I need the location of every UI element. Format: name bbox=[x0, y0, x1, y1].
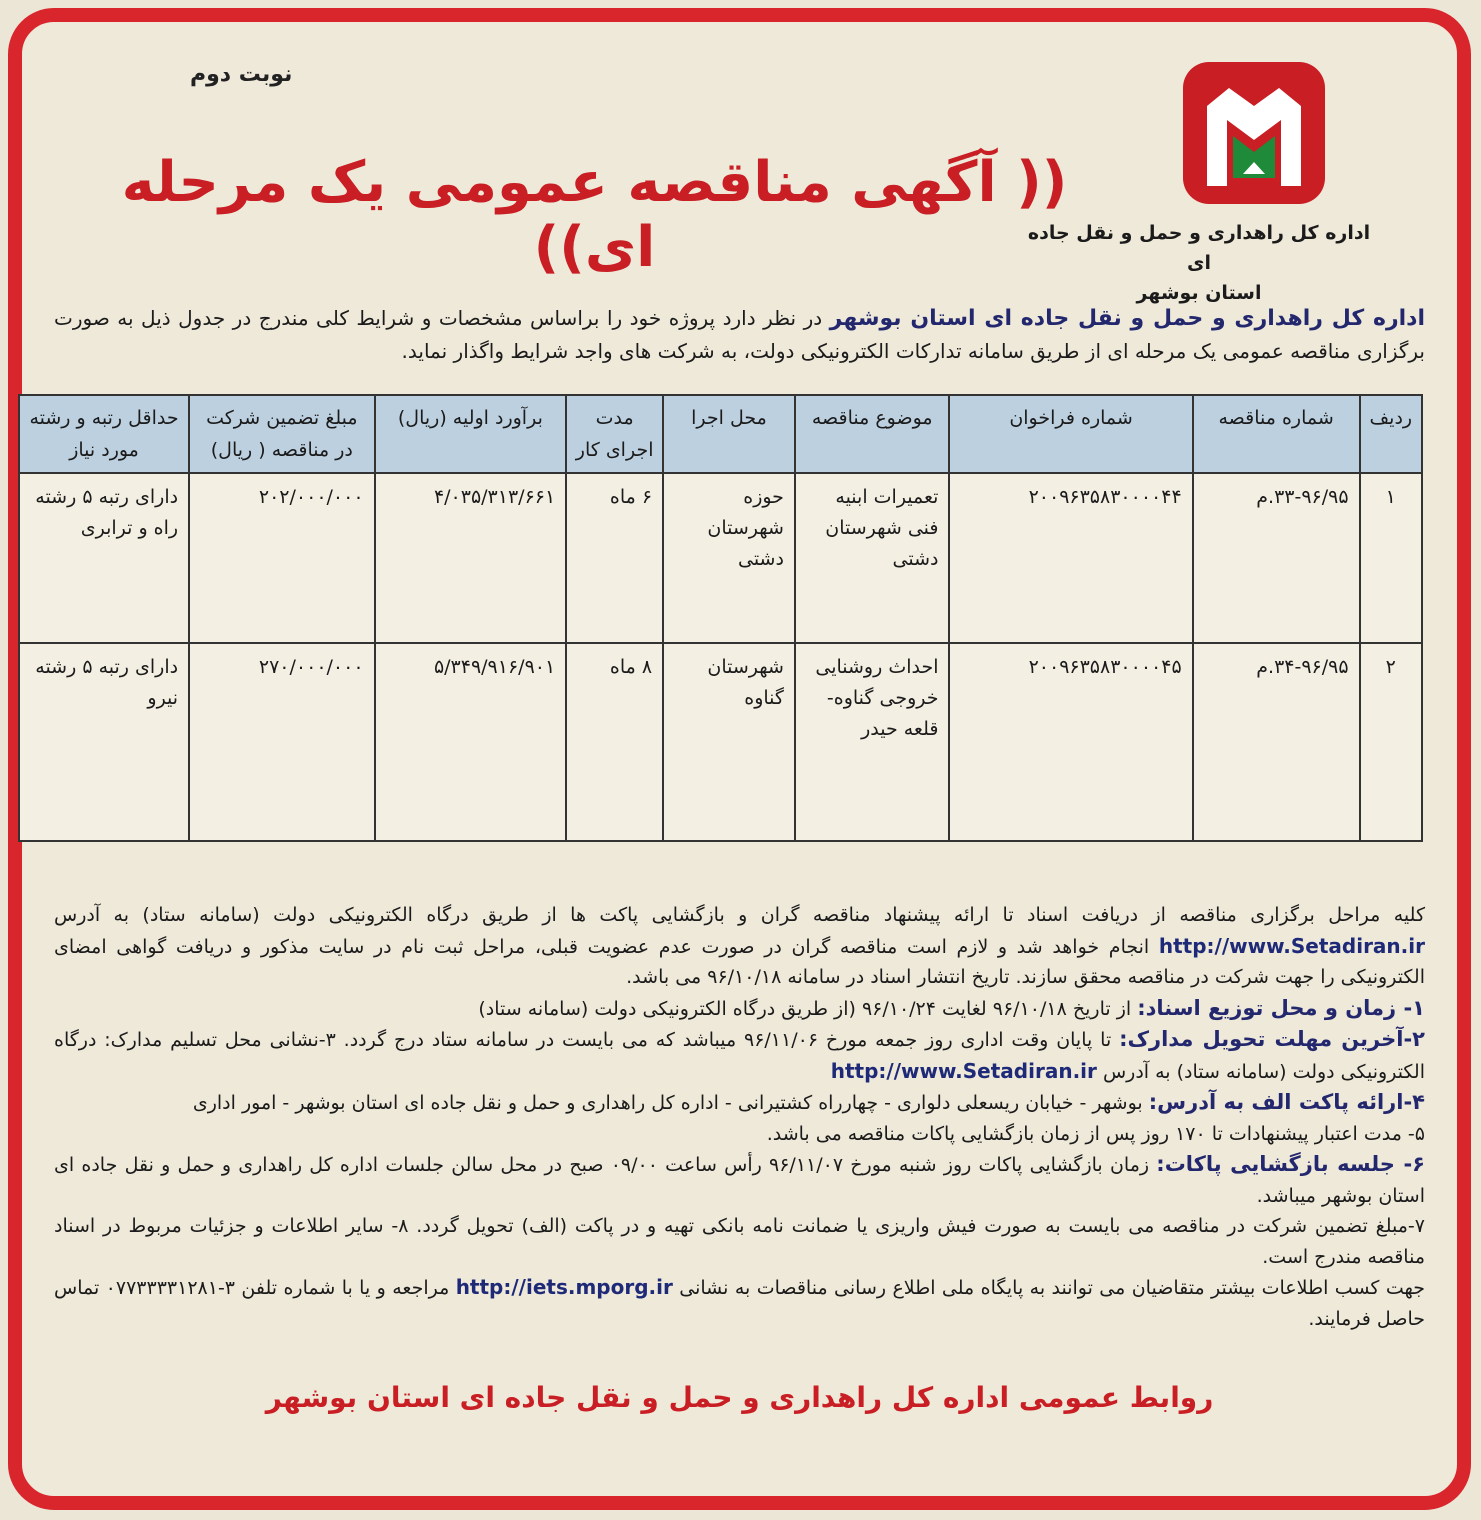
rmto-logo-icon bbox=[1179, 58, 1329, 208]
setad-link-2[interactable]: http://www.Setadiran.ir bbox=[830, 1058, 1097, 1083]
ad-content bbox=[29, 40, 1439, 1478]
cell-location: شهرستان گناوه bbox=[663, 643, 795, 841]
body-item-7: ۷-مبلغ تضمین شرکت در مناقصه می بایست به صورت فیش واریزی یا ضمانت نامه بانکی تهیه و در پاکت (الف) تحویل گردد. ۸- سایر اطلاعات و جزئیات مربوط در اسناد مناقصه مندرج است. bbox=[54, 1215, 1426, 1268]
round-label: نوبت دوم bbox=[190, 62, 293, 87]
cell-grade: دارای رتبه ۵ رشته نیرو bbox=[19, 643, 189, 841]
cell-subject: احداث روشنایی خروجی گناوه-قلعه حیدر bbox=[795, 643, 950, 841]
header-row-no: ردیف bbox=[1360, 395, 1422, 473]
cell-call-no: ۲۰۰۹۶۳۵۸۳۰۰۰۰۴۴ bbox=[949, 473, 1192, 643]
header-location: محل اجرا bbox=[663, 395, 795, 473]
cell-tender-no: ۳۳-۹۶/۹۵.م bbox=[1193, 473, 1360, 643]
cell-row-no: ۱ bbox=[1360, 473, 1422, 643]
intro-text: در نظر دارد پروژه خود را براساس مشخصات و شرایط کلی مندرج در جدول ذیل به صورت برگزاری مناقصه عمومی یک مرحله ای از طریق سامانه تدارکات الکترونیکی دولت، به شرکت های واجد شرایط واگذار نماید. bbox=[54, 306, 1425, 363]
body-text: انجام خواهد شد و لازم است مناقصه گران در صورت عدم عضویت قبلی، مراحل ثبت نام در سایت مذکور و دریافت گواهی امضای الکترونیکی را جهت شرکت در مناقصه محقق سازند. تاریخ انتشار اسناد در سامانه ۹۶/۱۰/۱۸ می باشد. bbox=[54, 935, 1425, 988]
intro-org-bold: اداره کل راهداری و حمل و نقل جاده ای استان بوشهر bbox=[829, 306, 1425, 331]
item-text: از تاریخ ۹۶/۱۰/۱۸ لغایت ۹۶/۱۰/۲۴ (از طریق درگاه الکترونیکی دولت (سامانه ستاد) bbox=[478, 997, 1138, 1020]
item-label: ۶- جلسه بازگشایی پاکات: bbox=[1156, 1152, 1425, 1176]
org-name bbox=[1019, 218, 1379, 308]
header-duration: مدت اجرای کار bbox=[566, 395, 663, 473]
table-row bbox=[19, 473, 1422, 643]
header-estimate: برآورد اولیه (ریال) bbox=[375, 395, 567, 473]
body-text: مراجعه و یا با شماره تلفن ۳-۰۷۷۳۳۳۳۱۲۸۱ تماس حاصل فرمایند. bbox=[54, 1277, 1425, 1330]
cell-row-no: ۲ bbox=[1360, 643, 1422, 841]
cell-duration: ۸ ماه bbox=[566, 643, 663, 841]
item-label: ۲-آخرین مهلت تحویل مدارک: bbox=[1119, 1027, 1425, 1051]
cell-duration: ۶ ماه bbox=[566, 473, 663, 643]
ad-title: (( آگهی مناقصه عمومی یک مرحله ای)) bbox=[121, 150, 1068, 280]
header-call-no: شماره فراخوان bbox=[949, 395, 1192, 473]
body-item-6 bbox=[54, 1149, 1425, 1211]
tender-table bbox=[18, 394, 1423, 842]
cell-guarantee: ۲۰۲/۰۰۰/۰۰۰ bbox=[189, 473, 374, 643]
setad-link[interactable]: http://www.Setadiran.ir bbox=[1158, 933, 1425, 958]
cell-guarantee: ۲۷۰/۰۰۰/۰۰۰ bbox=[189, 643, 374, 841]
cell-subject: تعمیرات ابنیه فنی شهرستان دشتی bbox=[795, 473, 950, 643]
item-label: ۴-ارائه پاکت الف به آدرس: bbox=[1148, 1090, 1425, 1114]
cell-call-no: ۲۰۰۹۶۳۵۸۳۰۰۰۰۴۵ bbox=[949, 643, 1192, 841]
cell-grade: دارای رتبه ۵ رشته راه و ترابری bbox=[19, 473, 189, 643]
cell-location: حوزه شهرستان دشتی bbox=[663, 473, 795, 643]
body-item-5: ۵- مدت اعتبار پیشنهادات تا ۱۷۰ روز پس از زمان بازگشایی پاکات مناقصه می باشد. bbox=[766, 1122, 1425, 1145]
cell-estimate: ۵/۳۴۹/۹۱۶/۹۰۱ bbox=[375, 643, 567, 841]
body-contact bbox=[54, 1272, 1425, 1334]
body-item-2 bbox=[54, 1024, 1425, 1087]
header-tender-no: شماره مناقصه bbox=[1193, 395, 1360, 473]
item-text: زمان بازگشایی پاکات روز شنبه مورخ ۹۶/۱۱/۰۷ رأس ساعت ۰۹/۰۰ صبح در محل سالن جلسات اداره کل راهداری و حمل و نقل جاده ای استان بوشهر میباشد. bbox=[54, 1154, 1425, 1207]
header-grade: حداقل رتبه و رشته مورد نیاز bbox=[19, 395, 189, 473]
footer-public-relations: روابط عمومی اداره کل راهداری و حمل و نقل جاده ای استان بوشهر bbox=[265, 1381, 1214, 1414]
ad-frame bbox=[8, 8, 1471, 1510]
intro-paragraph bbox=[54, 302, 1425, 368]
body-text: کلیه مراحل برگزاری مناقصه از دریافت اسناد تا ارائه پیشنهاد مناقصه گران و بازگشایی پاکت ها از طریق درگاه الکترونیکی دولت (سامانه ستاد) به آدرس bbox=[54, 904, 1425, 926]
item-text: تا پایان وقت اداری روز جمعه مورخ ۹۶/۱۱/۰۶ میباشد که می بایست در سامانه ستاد درج گردد. ۳-نشانی محل تسلیم مدارک: درگاه الکترونیکی دولت (سامانه ستاد) به آدرس bbox=[54, 1029, 1425, 1083]
cell-estimate: ۴/۰۳۵/۳۱۳/۶۶۱ bbox=[375, 473, 567, 643]
table-row bbox=[19, 643, 1422, 841]
org-name-line1: اداره کل راهداری و حمل و نقل جاده ای bbox=[1027, 222, 1371, 274]
header-subject: موضوع مناقصه bbox=[795, 395, 950, 473]
item-text: بوشهر - خیابان ریسعلی دلواری - چهارراه کشتیرانی - اداره کل راهداری و حمل و نقل جاده ای استان بوشهر - امور اداری bbox=[192, 1092, 1149, 1114]
body-item-1 bbox=[54, 993, 1425, 1025]
body-item-4 bbox=[54, 1087, 1425, 1119]
body-text: جهت کسب اطلاعات بیشتر متقاضیان می توانند به پایگاه ملی اطلاع رسانی مناقصات به نشانی bbox=[672, 1277, 1425, 1299]
body-paragraph-general bbox=[54, 900, 1425, 993]
ad-body bbox=[54, 900, 1425, 1334]
iets-link[interactable]: http://iets.mporg.ir bbox=[455, 1275, 673, 1299]
org-name-line2: استان بوشهر bbox=[1136, 282, 1262, 304]
cell-tender-no: ۳۴-۹۶/۹۵.م bbox=[1193, 643, 1360, 841]
item-label: ۱- زمان و محل توزیع اسناد: bbox=[1137, 995, 1425, 1020]
header-guarantee: مبلغ تضمین شرکت در مناقصه ( ریال) bbox=[189, 395, 374, 473]
table-header-row bbox=[19, 395, 1422, 473]
